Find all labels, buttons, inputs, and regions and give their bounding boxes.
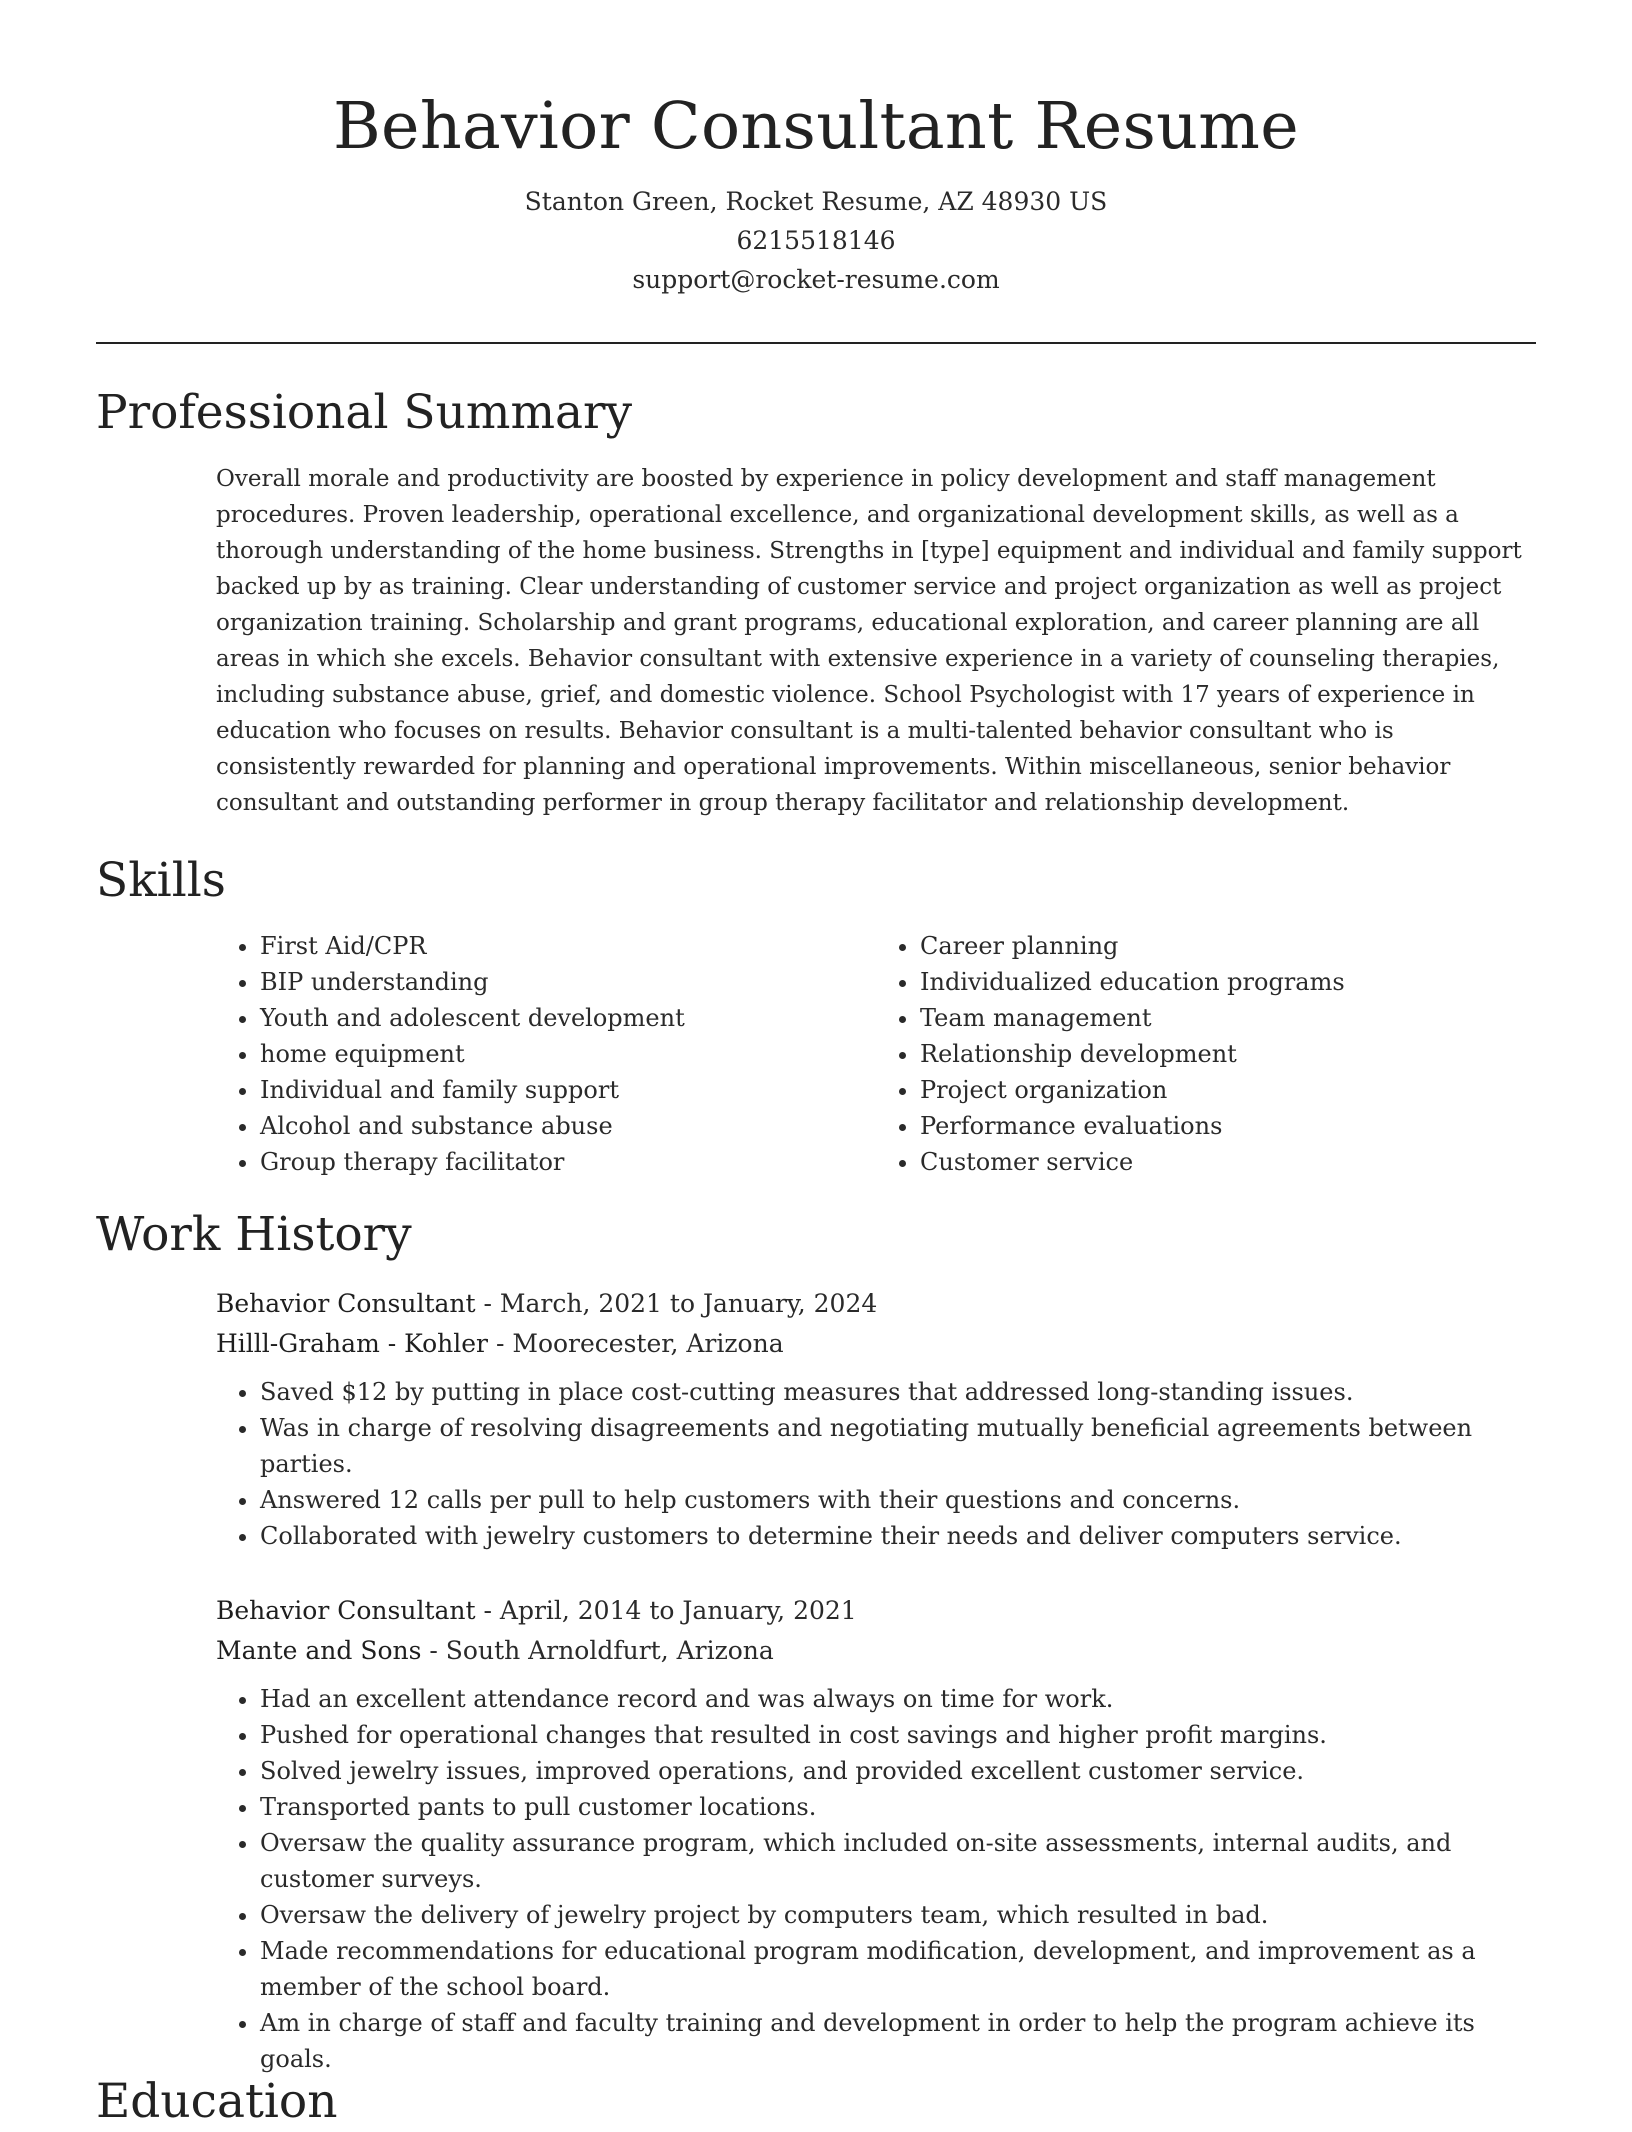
contact-block xyxy=(96,182,1536,299)
job-bullet: • Pushed for operational changes that resulted in cost savings and higher profit margins. xyxy=(260,1717,1536,1753)
job-company-line xyxy=(216,1631,1536,1671)
job-company: Hilll-Graham - Kohler xyxy=(216,1329,489,1358)
skill-item: • Individualized education programs xyxy=(920,964,1536,1000)
job-bullet: • Was in charge of resolving disagreements and negotiating mutually beneficial agreements between parties. xyxy=(260,1410,1536,1482)
resume-title: Behavior Consultant Resume xyxy=(332,89,1299,164)
job-bullet: • Answered 12 calls per pull to help customers with their questions and concerns. xyxy=(260,1482,1536,1518)
skills-list xyxy=(216,928,1536,1180)
skill-item: • First Aid/CPR xyxy=(260,928,876,964)
contact-address: Stanton Green, Rocket Resume, AZ 48930 US xyxy=(524,187,1108,216)
job-dates: - April, 2014 to January, 2021 xyxy=(475,1596,857,1625)
skill-item: • Youth and adolescent development xyxy=(260,1000,876,1036)
job-bullet: • Oversaw the delivery of jewelry project by computers team, which resulted in bad. xyxy=(260,1897,1536,1933)
job-bullet: • Transported pants to pull customer locations. xyxy=(260,1789,1536,1825)
job-dates: - March, 2021 to January, 2024 xyxy=(475,1289,878,1318)
section-title-skills: Skills xyxy=(96,853,226,908)
job-bullet: • Oversaw the quality assurance program, which included on-site assessments, internal audits, and customer surveys. xyxy=(260,1825,1536,1897)
job-bullet: • Had an excellent attendance record and was always on time for work. xyxy=(260,1681,1536,1717)
skill-item: • Individual and family support xyxy=(260,1072,876,1108)
job-location: - South Arnoldfurt, Arizona xyxy=(421,1636,774,1665)
contact-phone: 6215518146 xyxy=(736,226,896,255)
skill-item: • Alcohol and substance abuse xyxy=(260,1108,876,1144)
skill-item: • home equipment xyxy=(260,1036,876,1072)
job-entry xyxy=(216,1591,1536,2077)
job-bullet: • Collaborated with jewelry customers to determine their needs and deliver computers service. xyxy=(260,1518,1536,1554)
skill-item: • Relationship development xyxy=(920,1036,1536,1072)
job-title-line xyxy=(216,1284,1536,1324)
skill-item: • Group therapy facilitator xyxy=(260,1144,876,1180)
skills-column-left xyxy=(216,928,876,1180)
job-title: Behavior Consultant xyxy=(216,1289,476,1318)
job-title: Behavior Consultant xyxy=(216,1596,476,1625)
job-bullet: • Saved $12 by putting in place cost-cutting measures that addressed long-standing issues. xyxy=(260,1374,1536,1410)
header-divider xyxy=(96,342,1536,344)
job-bullet: • Am in charge of staff and faculty training and development in order to help the program achieve its goals. xyxy=(260,2005,1536,2077)
skill-item: • Career planning xyxy=(920,928,1536,964)
skill-item: • Performance evaluations xyxy=(920,1108,1536,1144)
job-bullets xyxy=(216,1374,1536,1554)
job-title-line xyxy=(216,1591,1536,1631)
resume-header xyxy=(96,86,1536,299)
job-company-line xyxy=(216,1324,1536,1364)
skill-item: • Team management xyxy=(920,1000,1536,1036)
job-location: - Moorecester, Arizona xyxy=(488,1329,784,1358)
skill-item: • Customer service xyxy=(920,1144,1536,1180)
skill-item: • Project organization xyxy=(920,1072,1536,1108)
job-company: Mante and Sons xyxy=(216,1636,422,1665)
skill-item: • BIP understanding xyxy=(260,964,876,1000)
job-bullet: • Made recommendations for educational program modification, development, and improvement as a member of the school board. xyxy=(260,1933,1536,2005)
section-title-education: Education xyxy=(96,2074,338,2129)
job-entry xyxy=(216,1284,1536,1554)
job-bullet: • Solved jewelry issues, improved operations, and provided excellent customer service. xyxy=(260,1753,1536,1789)
section-title-work-history: Work History xyxy=(96,1207,412,1262)
skills-column-right xyxy=(876,928,1536,1180)
job-bullets xyxy=(216,1681,1536,2077)
summary-text: Overall morale and productivity are boosted by experience in policy development and staff management procedures. Proven leadership, operational excellence, and organizational development skills, as well as a thorough understanding of the home business. Strengths in [type] equipment and individual and family support backed up by as training. Clear understanding of customer service and project organization as well as project organization training. Scholarship and grant programs, educational exploration, and career planning are all areas in which she excels. Behavior consultant with extensive experience in a variety of counseling therapies, including substance abuse, grief, and domestic violence. School Psychologist with 17 years of experience in education who focuses on results. Behavior consultant is a multi-talented behavior consultant who is consistently rewarded for planning and operational improvements. Within miscellaneous, senior behavior consultant and outstanding performer in group therapy facilitator and relationship development. xyxy=(216,466,1522,816)
section-title-summary: Professional Summary xyxy=(96,385,633,440)
contact-email: support@rocket-resume.com xyxy=(632,265,1000,294)
